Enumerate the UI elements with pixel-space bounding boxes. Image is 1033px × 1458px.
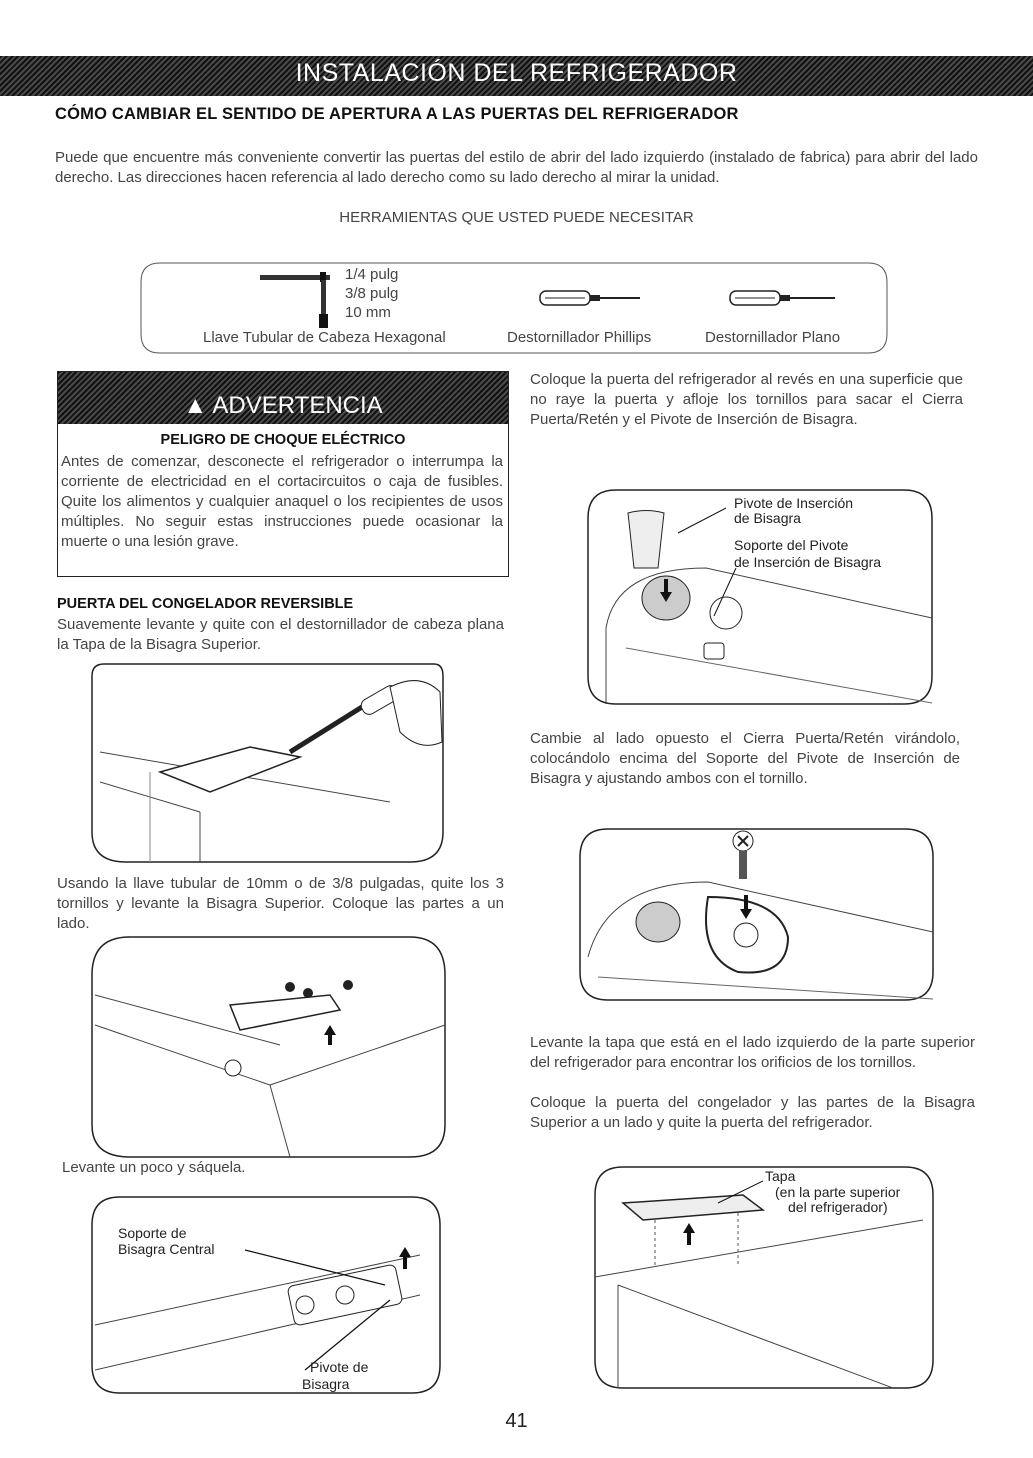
fig1-label-2: de Bisagra (734, 510, 801, 526)
figure-pivot-insert (586, 488, 934, 706)
fig3-label-2: (en la parte superior (775, 1184, 901, 1200)
right-step-3b: Coloque la puerta del congelador y las partes de la Bisagra Superior a un lado y quite la puerta del refrigerador. (530, 1094, 975, 1131)
section-banner (0, 56, 1033, 96)
intro-paragraph: Puede que encuentre más conveniente convertir las puertas del estilo de abrir del lado izquierdo (instalado de fabrica) para abrir del lado derecho. Las direcciones hacen referencia al lado derecho como su lado derecho al mirar la unidad. (55, 149, 978, 186)
phillips-screwdriver-icon (540, 291, 640, 305)
fig4-label-2: Bisagra Central (118, 1241, 215, 1257)
right-step-3a: Levante la tapa que está en el lado izquierdo de la parte superior del refrigerador para encontrar los orificios de los tornillos. (530, 1034, 975, 1071)
warning-title-text: ADVERTENCIA (212, 392, 383, 419)
flat-screwdriver-icon (730, 291, 835, 305)
fig3-label-1: Tapa (765, 1168, 796, 1184)
wrench-label: Llave Tubular de Cabeza Hexagonal (203, 329, 446, 346)
warning-box (57, 371, 509, 577)
socket-wrench-icon (260, 272, 330, 328)
tools-heading: HERRAMIENTAS QUE USTED PUEDE NECESITAR (339, 209, 694, 226)
phillips-label: Destornillador Phillips (507, 329, 652, 346)
screw-icons (285, 980, 353, 998)
up-arrow-icon (399, 1247, 411, 1269)
page-number: 41 (505, 1410, 528, 1432)
warning-triangle-icon: ▲ (183, 392, 213, 419)
fig4-label-1: Soporte de (118, 1225, 187, 1241)
up-arrow-icon (683, 1223, 695, 1245)
size-1-4: 1/4 pulg (345, 266, 399, 283)
figure-center-hinge (90, 1195, 442, 1395)
size-10mm: 10 mm (345, 304, 391, 321)
figure-top-cover (593, 1165, 935, 1390)
flat-label: Destornillador Plano (705, 329, 841, 346)
left-step-2: Usando la llave tubular de 10mm o de 3/8 pulgadas, quite los 3 tornillos y levante la Bisagra Superior. Coloque las partes a un lado. (57, 875, 504, 932)
banner-title: INSTALACIÓN DEL REFRIGERADOR (295, 59, 738, 87)
freezer-door-heading: PUERTA DEL CONGELADOR REVERSIBLE (57, 596, 354, 612)
warning-header (58, 372, 508, 424)
fig1-label-1: Pivote de Inserción (734, 495, 854, 511)
figure-top-hinge-removal (90, 935, 447, 1159)
warning-subtitle: PELIGRO DE CHOQUE ELÉCTRICO (160, 432, 406, 448)
warning-text: Antes de comenzar, desconecte el refrigerador o interrumpa la corriente de electricidad en el cortacircuitos o caja de fusibles. Quite los alimentos y cualquier anaquel o los recipientes de usos múltiples. No seguir estas instrucciones puede ocasionar la muerte o una lesión grave. (61, 453, 503, 550)
wrench-sizes (345, 265, 398, 322)
right-step-2: Cambie al lado opuesto el Cierra Puerta/Retén virándolo, colocándolo encima del Soporte del Pivote de Inserción de Bisagra y ajustando ambos con el tornillo. (530, 730, 960, 787)
left-step-3: Levante un poco y sáquela. (62, 1159, 246, 1176)
up-arrow-icon (324, 1025, 336, 1045)
warning-title (58, 392, 508, 420)
tools-panel (140, 262, 888, 354)
fig4-label-4: Bisagra (302, 1376, 350, 1392)
figure-hinge-cover-removal (90, 662, 445, 864)
right-step-1: Coloque la puerta del refrigerador al revés en una superficie que no raye la puerta y afloje los tornillos para sacar el Cierra Puerta/Retén y el Pivote de Inserción de Bisagra. (530, 371, 963, 428)
page-heading: CÓMO CAMBIAR EL SENTIDO DE APERTURA A LAS PUERTAS DEL REFRIGERADOR (55, 105, 739, 123)
figure-door-stopper (578, 827, 935, 1002)
size-3-8: 3/8 pulg (345, 285, 399, 302)
fig1-label-4: de Inserción de Bisagra (734, 554, 882, 570)
left-step-1: Suavemente levante y quite con el destornillador de cabeza plana la Tapa de la Bisagra Superior. (57, 616, 504, 653)
fig3-label-3: del refrigerador) (788, 1199, 888, 1215)
fig1-label-3: Soporte del Pivote (734, 537, 849, 553)
fig4-label-3: Pivote de (310, 1359, 369, 1375)
